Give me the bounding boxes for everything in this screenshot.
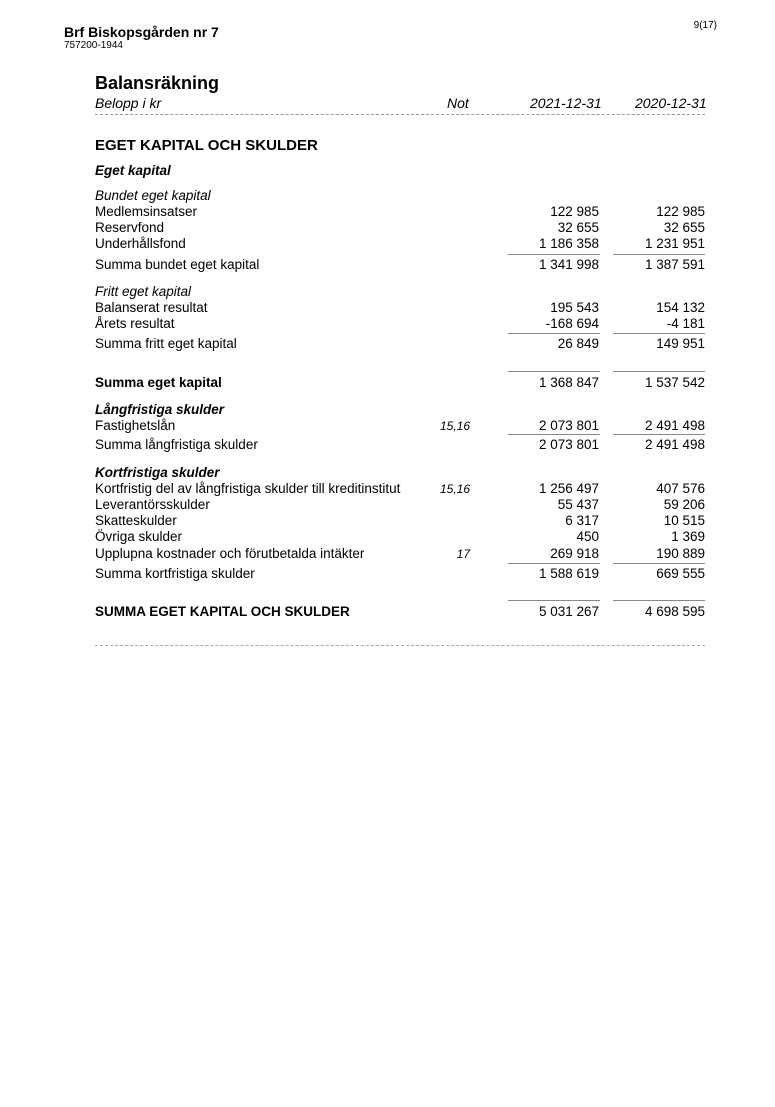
footer-divider (95, 645, 705, 646)
row-note: 15,16 (439, 419, 470, 433)
sum-underline (613, 434, 705, 435)
row-note: 15,16 (439, 482, 470, 496)
row-label: Upplupna kostnader och förutbetalda intäkter (95, 546, 365, 561)
table-row (95, 336, 705, 354)
row-value-2021: 122 985 (550, 204, 599, 219)
row-value-2021: 1 341 998 (538, 257, 599, 272)
row-label: Eget kapital (95, 163, 171, 178)
table-row (95, 566, 705, 584)
row-label: Summa bundet eget kapital (95, 257, 260, 272)
row-value-2021: -168 694 (545, 316, 599, 331)
row-label: Övriga skulder (95, 529, 183, 544)
table-row (95, 257, 705, 275)
row-label: Balanserat resultat (95, 300, 208, 315)
row-label: SUMMA EGET KAPITAL OCH SKULDER (95, 604, 350, 619)
section-title: EGET KAPITAL OCH SKULDER (95, 137, 318, 154)
sum-underline (613, 563, 705, 564)
row-value-2021: 32 655 (557, 220, 599, 235)
column-header-label: Belopp i kr (95, 95, 162, 111)
sum-underline (508, 371, 600, 372)
row-label: Skatteskulder (95, 513, 177, 528)
row-value-2020: 2 491 498 (644, 418, 705, 433)
org-number: 757200-1944 (64, 40, 123, 51)
sum-underline (508, 600, 600, 601)
row-label: Underhållsfond (95, 236, 186, 251)
row-value-2020: 1 387 591 (644, 257, 705, 272)
row-value-2020: 149 951 (656, 336, 705, 351)
table-row (95, 163, 705, 181)
row-label: Summa eget kapital (95, 375, 222, 390)
row-value-2021: 6 317 (565, 513, 599, 528)
table-row (95, 546, 705, 564)
row-value-2020: 1 369 (671, 529, 705, 544)
sum-underline (613, 600, 705, 601)
row-value-2020: 1 231 951 (644, 236, 705, 251)
sum-underline (613, 333, 705, 334)
column-header-2020: 2020-12-31 (635, 95, 707, 111)
row-label: Fastighetslån (95, 418, 176, 433)
row-value-2020: 59 206 (663, 497, 705, 512)
org-name: Brf Biskopsgården nr 7 (64, 24, 219, 40)
row-value-2020: 10 515 (663, 513, 705, 528)
row-value-2020: 4 698 595 (644, 604, 705, 619)
row-value-2021: 26 849 (557, 336, 599, 351)
header-divider (95, 114, 705, 115)
row-value-2021: 269 918 (550, 546, 599, 561)
sum-underline (508, 563, 600, 564)
row-value-2021: 450 (576, 529, 599, 544)
row-label: Reservfond (95, 220, 165, 235)
sum-underline (508, 254, 600, 255)
row-value-2021: 2 073 801 (538, 437, 599, 452)
row-value-2021: 2 073 801 (538, 418, 599, 433)
row-value-2020: 2 491 498 (644, 437, 705, 452)
row-value-2021: 195 543 (550, 300, 599, 315)
row-label: Summa långfristiga skulder (95, 437, 258, 452)
table-row (95, 316, 705, 334)
row-note: 17 (456, 547, 470, 561)
sum-underline (508, 333, 600, 334)
table-row (95, 437, 705, 455)
row-value-2020: 669 555 (656, 566, 705, 581)
sum-underline (613, 254, 705, 255)
sum-underline (508, 434, 600, 435)
row-value-2020: 407 576 (656, 481, 705, 496)
row-label: Långfristiga skulder (95, 402, 225, 417)
row-value-2021: 5 031 267 (538, 604, 599, 619)
row-value-2021: 1 588 619 (538, 566, 599, 581)
table-row (95, 604, 705, 622)
row-value-2020: 122 985 (656, 204, 705, 219)
row-value-2020: 32 655 (663, 220, 705, 235)
row-value-2021: 1 186 358 (538, 236, 599, 251)
row-label: Leverantörsskulder (95, 497, 210, 512)
row-value-2020: -4 181 (666, 316, 705, 331)
row-label: Årets resultat (95, 316, 175, 331)
column-header-note: Not (447, 95, 469, 111)
column-header-2021: 2021-12-31 (530, 95, 602, 111)
row-value-2021: 55 437 (557, 497, 599, 512)
table-row (95, 375, 705, 393)
page-title: Balansräkning (95, 73, 220, 93)
row-value-2021: 1 368 847 (538, 375, 599, 390)
row-value-2021: 1 256 497 (538, 481, 599, 496)
row-label: Medlemsinsatser (95, 204, 198, 219)
row-value-2020: 1 537 542 (644, 375, 705, 390)
table-row (95, 236, 705, 254)
row-label: Kortfristig del av långfristiga skulder till kreditinstitut (95, 481, 401, 496)
row-value-2020: 190 889 (656, 546, 705, 561)
table-row (95, 529, 705, 547)
row-label: Summa kortfristiga skulder (95, 566, 255, 581)
row-label: Bundet eget kapital (95, 188, 211, 203)
sum-underline (613, 371, 705, 372)
row-label: Kortfristiga skulder (95, 465, 220, 480)
row-value-2020: 154 132 (656, 300, 705, 315)
row-label: Summa fritt eget kapital (95, 336, 237, 351)
page-number: 9(17) (693, 20, 717, 31)
row-label: Fritt eget kapital (95, 284, 192, 299)
